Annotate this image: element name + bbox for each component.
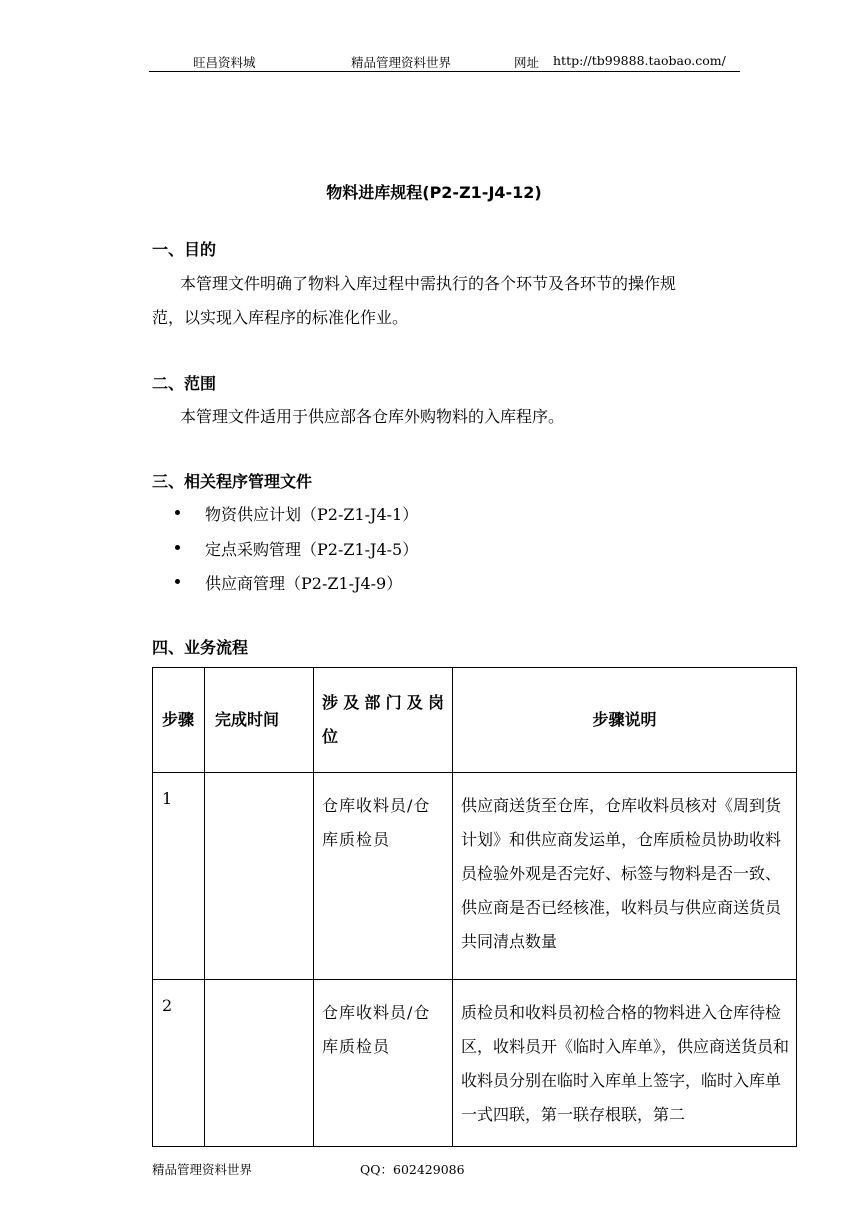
table-row (153, 980, 797, 1147)
related-item-1: 物资供应计划（P2-Z1-J4-1） (205, 505, 419, 524)
cell-department: 仓库收料员/仓库质检员 (314, 980, 453, 1147)
header-description: 步骤说明 (453, 668, 797, 773)
document-title: 物料进库规程(P2-Z1-J4-12) (326, 183, 542, 202)
purpose-text-line1: 本管理文件明确了物料入库过程中需执行的各个环节及各环节的操作规 (180, 274, 677, 293)
header-url-link[interactable]: http://tb99888.taobao.com/ (553, 53, 726, 68)
header-department: 涉及部门及岗位 (314, 668, 453, 773)
cell-time (205, 980, 314, 1147)
header-time: 完成时间 (205, 668, 314, 773)
cell-description: 质检员和收料员初检合格的物料进入仓库待检区，收料员开《临时入库单》，供应商送货员和收料员分别在临时入库单上签字，临时入库单一式四联，第一联存根联，第二 (453, 980, 797, 1147)
related-item-3: 供应商管理（P2-Z1-J4-9） (205, 574, 403, 593)
cell-description: 供应商送货至仓库，仓库收料员核对《周到货计划》和供应商发运单，仓库质检员协助收料员检验外观是否完好、标签与物料是否一致、供应商是否已经核准，收料员与供应商送货员共同清点数量 (453, 773, 797, 980)
purpose-text-line2: 范，以实现入库程序的标准化作业。 (152, 308, 409, 327)
header-divider (149, 71, 740, 72)
related-item-2: 定点采购管理（P2-Z1-J4-5） (205, 540, 419, 559)
bullet-icon (175, 579, 180, 584)
footer-site-name: 精品管理资料世界 (152, 1162, 253, 1177)
section-heading-related: 三、相关程序管理文件 (152, 472, 313, 491)
cell-step: 1 (153, 773, 205, 980)
process-table (152, 667, 797, 1147)
header-step: 步骤 (153, 668, 205, 773)
section-heading-scope: 二、范围 (152, 374, 217, 393)
cell-time (205, 773, 314, 980)
cell-department: 仓库收料员/仓库质检员 (314, 773, 453, 980)
section-heading-purpose: 一、目的 (152, 240, 217, 259)
bullet-icon (175, 510, 180, 515)
header-shop-name: 旺昌资料城 (193, 55, 256, 70)
bullet-icon (175, 545, 180, 550)
header-url-label: 网址 (514, 55, 540, 70)
section-heading-process: 四、业务流程 (152, 638, 249, 657)
table-row (153, 773, 797, 980)
scope-text: 本管理文件适用于供应部各仓库外购物料的入库程序。 (180, 407, 565, 426)
table-header-row (153, 668, 797, 773)
header-site-name: 精品管理资料世界 (351, 55, 452, 70)
cell-step: 2 (153, 980, 205, 1147)
footer-qq: QQ：602429086 (360, 1162, 465, 1177)
